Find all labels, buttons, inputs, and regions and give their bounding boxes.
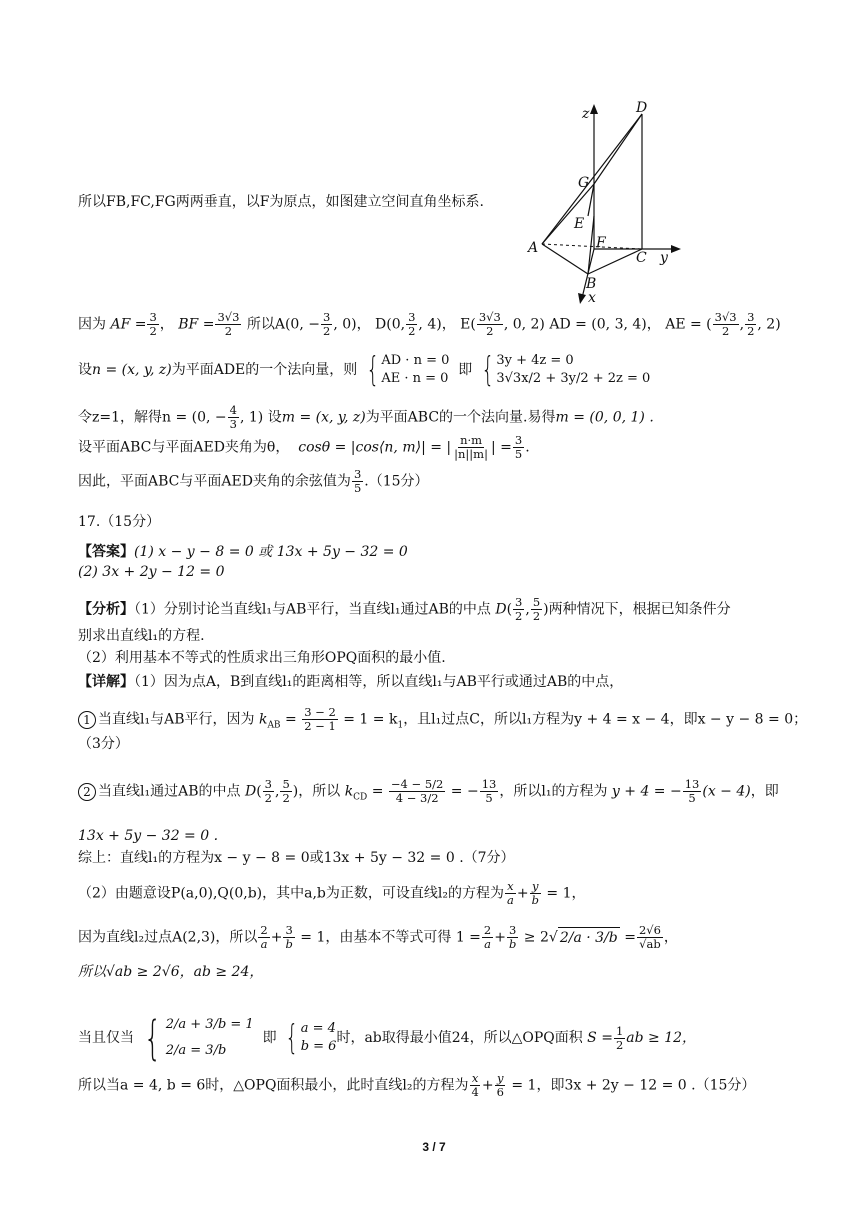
normal-line: 设n = (x, y, z)为平面ADE的一个法向量，则 { AD · n = 0 AE · n = 0 即 { 3y + 4z = 0 3√3x/2 + 3y/2 + 2z = 0 (78, 350, 651, 390)
detail-line-1: 【详解】（1）因为点A，B到直线l₁的距离相等，所以直线l₁与AB平行或通过AB的中点， (78, 674, 624, 690)
coordinate-figure (524, 96, 684, 308)
case1-line: 1 当直线l₁与AB平行，因为 $k_{AB}$ = $\frac{3 - 2}{2 - 1}$ = $1 = k_1$，且l₁过点C，所以l₁方程为y + 4 = x − 4，即x − y − 8 = 0； (78, 706, 807, 735)
edge-BC (588, 249, 642, 274)
answer-line-1: 【答案】(1) x − y − 8 = 0 或 13x + 5y − 32 = 0 (78, 544, 408, 560)
y-arrow (671, 245, 681, 253)
z-arrow (590, 104, 598, 114)
summary-line: 综上：直线l₁的方程为x − y − 8 = 0或13x + 5y − 32 = 0 .（7分） (78, 850, 515, 866)
x-arrow (578, 293, 586, 304)
edge-AB (542, 244, 588, 274)
part2-line-2: 因为直线l₂过点A(2,3)，所以 $\frac{2}{a}$ + $\frac{3}{b}$ = 1，由基本不等式可得 1 = $\frac{2}{a}$ + $\frac{3}{b}$ ≥ 2√ 2/a · 3/b = $\frac{2√6}{√ab}$ ， (78, 923, 678, 951)
edge-BE (588, 216, 594, 274)
coords-line: 因为 AF = $\frac{3}{2}$ ， BF = $\frac{3√3}{2}$ 所以A(0, − $\frac{3}{2}$ , 0)， D(0, $\frac{3}{2}$ , 4)， E( $\frac{3√3}{2}$ , 0, 2) AD = (0, 3, 4)， AE = ( $\frac{3√3}{2}$ , $\frac{3}{2}$ , 2) (78, 310, 781, 338)
analysis-line-1: 【分析】（1）分别讨论当直线l₁与AB平行，当直线l₁通过AB的中点 D( $\frac{3}{2}$ , $\frac{5}{2}$ )两种情况下，根据已知条件分 (78, 595, 731, 623)
label-B: B (586, 276, 597, 292)
label-z: z (582, 106, 590, 122)
answer-line-2: (2) 3x + 2y − 12 = 0 (78, 564, 225, 580)
conclusion-line: 因此，平面ABC与平面AED夹角的余弦值为 $\frac{3}{5}$ .（15分） (78, 467, 429, 495)
case2-line: 2 当直线l₁通过AB的中点 D( $\frac{3}{2}$ , $\frac{5}{2}$ )，所以 $k_{CD}$ = $\frac{-4 - 5/2}{4 - 3/2}$ = − $\frac{13}{5}$ ，所以l₁的方程为 y + 4 = − $\frac{13}{5}$ (x − 4)，即 (78, 778, 779, 807)
label-A: A (528, 240, 539, 256)
q17-title: 17.（15分） (78, 514, 161, 530)
page-number: 3 / 7 (422, 1140, 446, 1154)
label-y: y (660, 250, 668, 266)
case2-eq: 13x + 5y − 32 = 0 . (78, 828, 219, 844)
solve-line: 令z=1，解得n = (0, − $\frac{4}{3}$ , 1) 设m = (x, y, z)为平面ABC的一个法向量.易得m = (0, 0, 1) . (78, 403, 654, 431)
edge-AF-dashed (542, 244, 642, 249)
part2-line-4: 当且仅当 { 2/a + 3/b = 1 2/a = 3/b 即 { a = 4 b = 6 时，ab取得最小值24，所以△OPQ面积 S = $\frac{1}{2}$ ab ≥ 12， (78, 1011, 697, 1065)
part2-line-1: （2）由题意设P(a,0),Q(0,b)，其中a,b为正数，可设直线l₂的方程为 $\frac{x}{a}$ + $\frac{y}{b}$ = 1， (78, 879, 586, 907)
part2-line-3: 所以√ab ≥ 2√6，ab ≥ 24， (78, 964, 264, 980)
analysis-line-2: 别求出直线l₁的方程. (78, 628, 205, 644)
label-F: F (596, 235, 606, 251)
label-C: C (636, 250, 647, 266)
intro-line: 所以FB,FC,FG两两垂直，以F为原点，如图建立空间直角坐标系. (78, 194, 484, 210)
label-x: x (588, 290, 596, 306)
label-G: G (578, 175, 590, 191)
part2-line-5: 所以当a = 4, b = 6时，△OPQ面积最小，此时直线l₂的方程为 $\frac{x}{4}$ + $\frac{y}{6}$ = 1，即3x + 2y − 12 = 0 .（15分） (78, 1071, 756, 1099)
cos-line: 设平面ABC与平面AED夹角为θ， cosθ = |cos⟨n, m⟩| = | $\frac{n\cdot m}{|n||m|}$ | = $\frac{3}{5}$ . (78, 433, 530, 461)
case1-score: （3分） (78, 736, 129, 752)
label-E: E (574, 216, 585, 232)
edge-AD (542, 114, 642, 244)
edge-AG (542, 184, 594, 244)
analysis-line-3: （2）利用基本不等式的性质求出三角形OPQ面积的最小值. (78, 650, 446, 666)
label-D: D (636, 100, 648, 116)
edge-GD (594, 114, 642, 184)
